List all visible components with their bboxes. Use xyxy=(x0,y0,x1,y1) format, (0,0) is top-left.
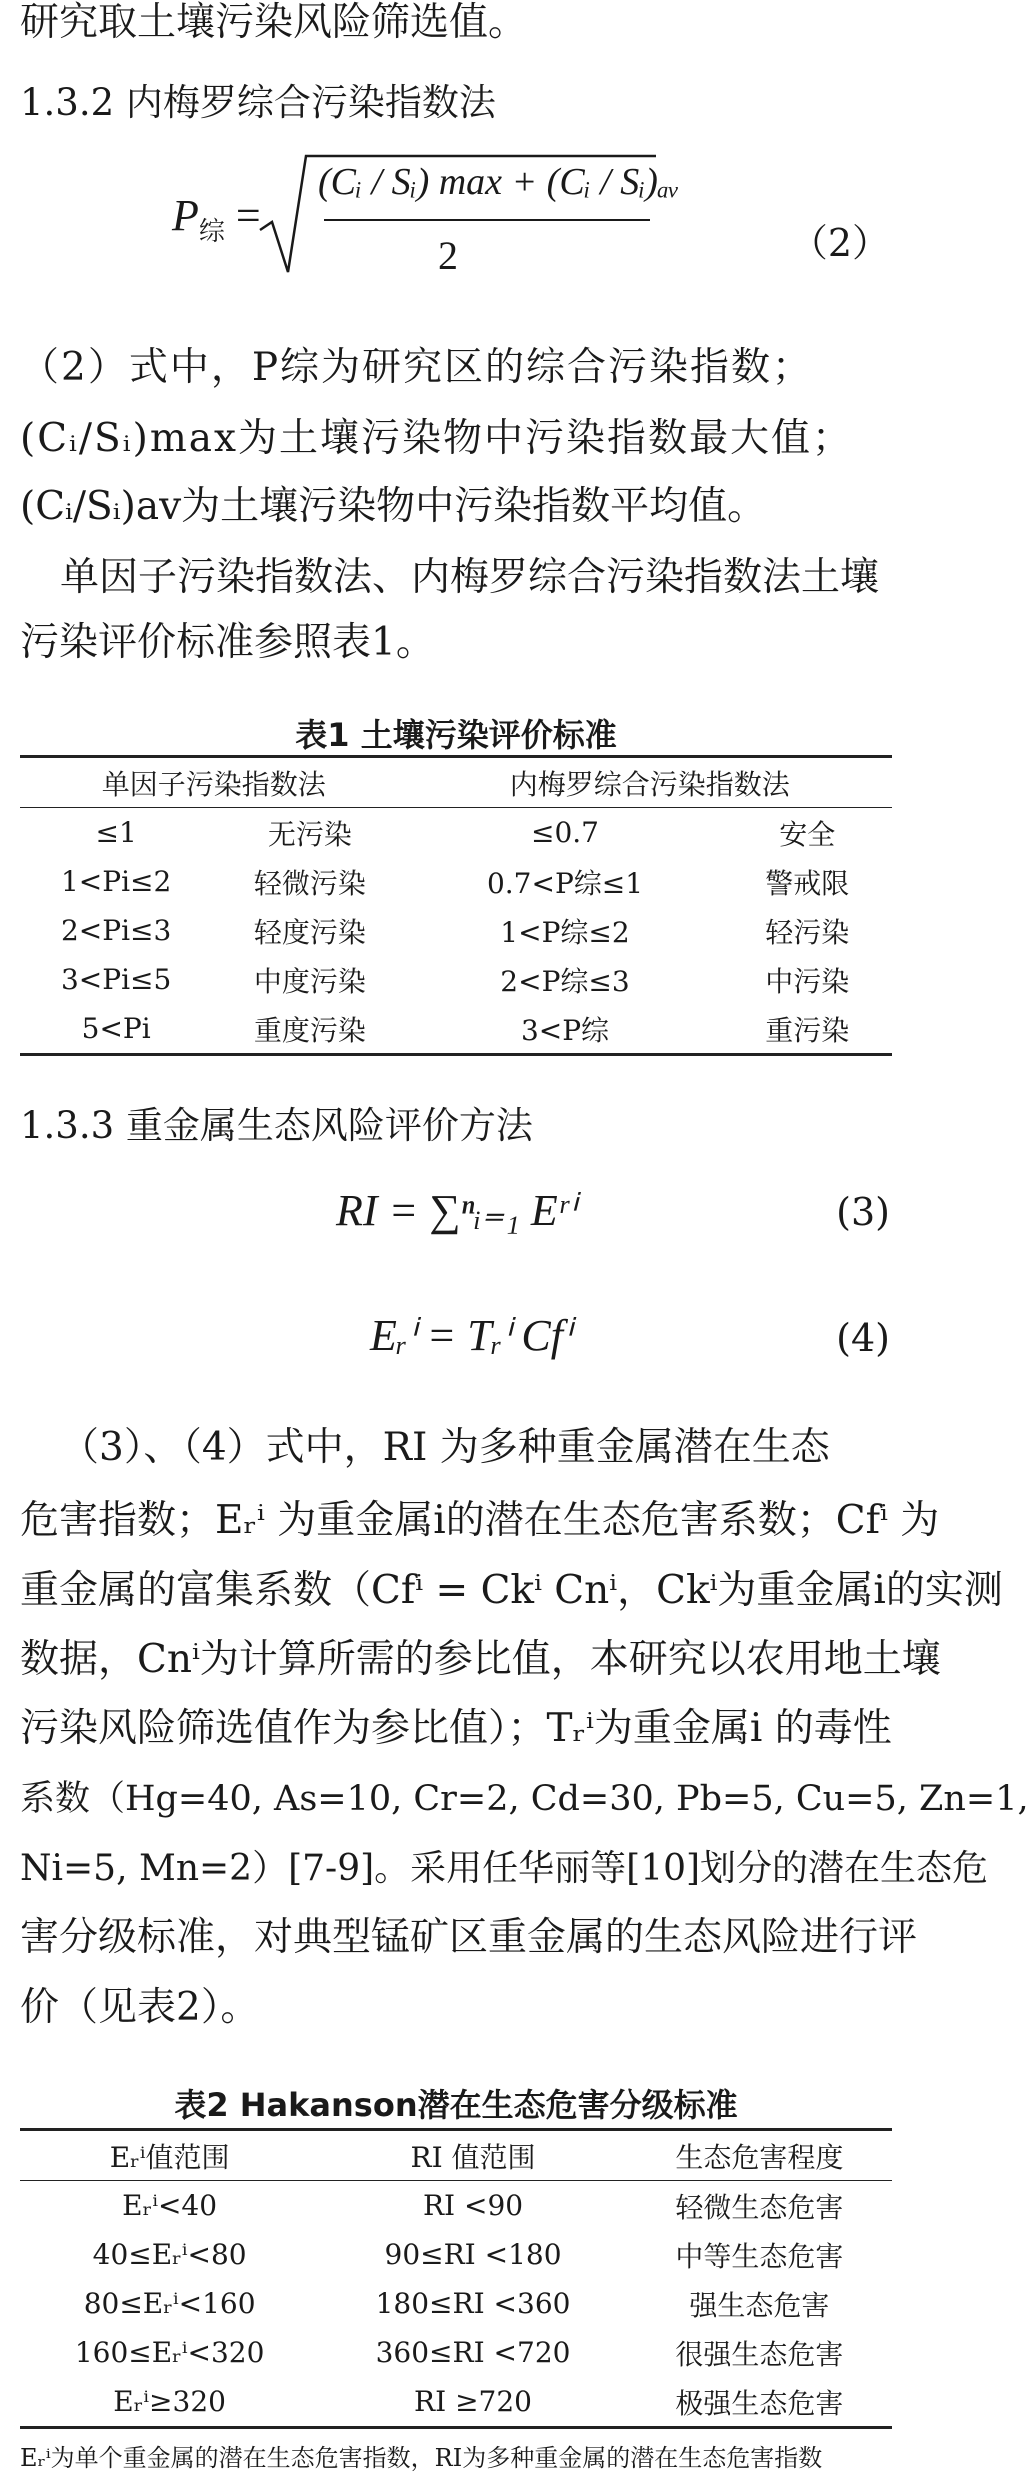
para-eq34-line7: Ni=5, Mn=2）[7-9]。采用任华丽等[10]划分的潜在生态危 xyxy=(20,1848,989,1889)
table-cell: 强生态危害 xyxy=(689,2288,830,2322)
table-row xyxy=(20,955,892,1004)
table-cell: 无污染 xyxy=(267,817,352,851)
table-cell: 1<P综≤2 xyxy=(500,915,630,949)
table-cell: ≤0.7 xyxy=(531,816,599,849)
table-cell: 轻微生态危害 xyxy=(675,2190,844,2224)
table-cell: 3<Pi≤5 xyxy=(60,963,172,996)
table-cell: 180≤RI <360 xyxy=(375,2287,571,2320)
table-cell: 中等生态危害 xyxy=(675,2239,844,2273)
table-cell: 3<P综 xyxy=(408,1004,723,1055)
table-row xyxy=(20,2377,892,2428)
equation-3: RI = ∑ⁿᵢ₌₁ Eʳⁱ xyxy=(336,1186,576,1235)
para-eq2-line2: (Cᵢ/Sᵢ)max为土壤污染物中污染指数最大值； xyxy=(20,416,854,461)
table-cell: 80≤Eᵣⁱ<160 xyxy=(83,2287,256,2320)
section-heading-1-3-2: 1.3.2 内梅罗综合污染指数法 xyxy=(20,81,496,124)
table-cell: 360≤RI <720 xyxy=(375,2336,571,2369)
para-eq34-line1: （3）、（4）式中，RI 为多种重金属潜在生态 xyxy=(60,1425,830,1470)
eq4-number: (4) xyxy=(836,1316,890,1360)
table-cell: 2<Pi≤3 xyxy=(60,914,172,947)
table2-head-er: Eᵣⁱ值范围 xyxy=(20,2130,319,2181)
table-cell: Eᵣⁱ≥320 xyxy=(20,2377,319,2428)
para-eq34-line5: 污染风险筛选值作为参比值）；Tᵣⁱ为重金属i 的毒性 xyxy=(20,1706,892,1751)
table-cell: RI ≥720 xyxy=(319,2377,627,2428)
eq2-number: （2） xyxy=(789,221,890,265)
para-eq34-line6: 系数（Hg=40, As=10, Cr=2, Cd=30, Pb=5, Cu=5, Zn=1, xyxy=(20,1779,1029,1819)
table-row xyxy=(20,808,892,858)
table-cell: 1<Pi≤2 xyxy=(60,865,172,898)
table-cell: 重度污染 xyxy=(212,1004,407,1055)
para-eq2-line3: (Cᵢ/Sᵢ)av为土壤污染物中污染指数平均值。 xyxy=(20,484,767,529)
table-row xyxy=(20,1004,892,1055)
para-eq34-line4: 数据，Cnⁱ为计算所需的参比值，本研究以农用地土壤 xyxy=(20,1637,941,1682)
table-cell: 安全 xyxy=(779,817,836,851)
table-cell: 160≤Eᵣⁱ<320 xyxy=(74,2336,265,2369)
table-cell: 警戒限 xyxy=(765,866,850,900)
table-row xyxy=(20,2181,892,2231)
table-cell: 很强生态危害 xyxy=(675,2337,844,2371)
table-row xyxy=(20,906,892,955)
para-eq34-line3: 重金属的富集系数（Cfⁱ = Ckⁱ Cnⁱ，Ckⁱ为重金属i的实测 xyxy=(20,1568,1003,1613)
para-eq34-line8: 害分级标准，对典型锰矿区重金属的生态风险进行评 xyxy=(20,1915,918,1960)
table-cell: RI <90 xyxy=(422,2189,524,2222)
equation-4: Eᵣⁱ = Tᵣⁱ Cfⁱ xyxy=(370,1311,571,1360)
table-cell: 轻污染 xyxy=(765,915,850,949)
table-cell: 40≤Eᵣⁱ<80 xyxy=(92,2238,247,2271)
table-cell: ≤1 xyxy=(95,816,137,849)
eq2-lhs: P xyxy=(172,191,199,240)
table-row xyxy=(20,857,892,906)
table-cell: 0.7<P综≤1 xyxy=(486,866,644,900)
eq3-number: (3) xyxy=(836,1190,890,1234)
eq2-denominator: 2 xyxy=(438,233,458,278)
eq2-equals: = xyxy=(235,191,261,240)
table2 xyxy=(20,2128,892,2429)
table-cell: 5<Pi xyxy=(20,1004,212,1055)
table-row xyxy=(20,2279,892,2328)
para-eq34-line9: 价（见表2）。 xyxy=(20,1985,260,2030)
para-eq2-line1: （2）式中，P综为研究区的综合污染指数； xyxy=(20,345,814,390)
table-cell: 重污染 xyxy=(722,1004,892,1055)
table2-caption: 表2 Hakanson潜在生态危害分级标准 xyxy=(174,2086,738,2124)
table-cell: 中度污染 xyxy=(253,964,366,998)
section-heading-1-3-3: 1.3.3 重金属生态风险评价方法 xyxy=(20,1104,533,1147)
table1-caption: 表1 土壤污染评价标准 xyxy=(295,716,617,754)
table2-footnote: Eᵣⁱ为单个重金属的潜在生态危害指数，RI为多种重金属的潜在生态危害指数 xyxy=(20,2444,823,2472)
table-cell: 中污染 xyxy=(765,964,850,998)
table-cell: 极强生态危害 xyxy=(627,2377,892,2428)
table-cell: 2<P综≤3 xyxy=(500,964,630,998)
para-eq34-line2: 危害指数；Eᵣⁱ 为重金属i的潜在生态危害系数；Cfⁱ 为 xyxy=(20,1498,940,1543)
table2-head-level: 生态危害程度 xyxy=(627,2130,892,2181)
paragraph-top: 研究取土壤污染风险筛选值。 xyxy=(20,0,528,45)
table-cell: 90≤RI <180 xyxy=(384,2238,562,2271)
table1-head-right: 内梅罗综合污染指数法 xyxy=(408,757,892,808)
table1 xyxy=(20,755,892,1056)
table-cell: 轻度污染 xyxy=(253,915,366,949)
table-cell: Eᵣⁱ<40 xyxy=(122,2189,218,2222)
table-cell: 轻微污染 xyxy=(253,866,366,900)
eq2-numerator: (Cᵢ / Sᵢ) max + (Cᵢ / Sᵢ)ₐᵥ xyxy=(318,161,680,203)
table-row xyxy=(20,2230,892,2279)
para-ref-table1-line1: 单因子污染指数法、内梅罗综合污染指数法土壤 xyxy=(60,555,880,600)
para-ref-table1-line2: 污染评价标准参照表1。 xyxy=(20,620,435,665)
table1-head-left: 单因子污染指数法 xyxy=(20,757,408,808)
table2-head-ri: RI 值范围 xyxy=(319,2130,627,2181)
table-row xyxy=(20,2328,892,2377)
eq2-lhs-sub: 综 xyxy=(198,216,225,247)
